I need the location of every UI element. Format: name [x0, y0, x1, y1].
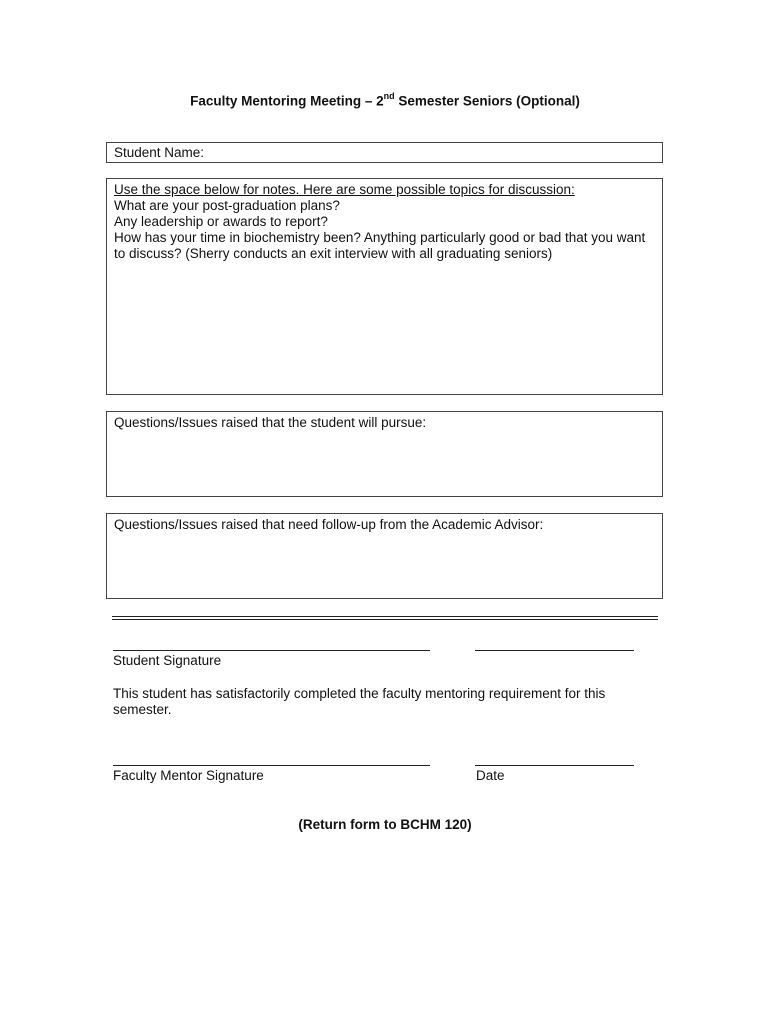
student-name-box[interactable] [106, 142, 663, 163]
form-title-suffix: Semester Seniors (Optional) [394, 93, 580, 109]
student-followup-label: Questions/Issues raised that the student will pursue: [114, 415, 427, 430]
advisor-followup-label: Questions/Issues raised that need follow-up from the Academic Advisor: [114, 517, 544, 532]
student-signature-line[interactable] [113, 650, 430, 651]
return-instructions: (Return form to BCHM 120) [298, 817, 472, 832]
form-title-superscript: nd [383, 91, 395, 101]
form-title-prefix: Faculty Mentoring Meeting – 2 [190, 93, 384, 109]
faculty-date-line[interactable] [475, 765, 634, 766]
date-label: Date [476, 768, 505, 783]
notes-topic-3: How has your time in biochemistry been? Anything particularly good or bad that you want to discuss? (Sherry conducts an exit interview with all graduating seniors) [114, 230, 646, 261]
notes-box[interactable] [106, 178, 663, 395]
faculty-signature-line[interactable] [113, 765, 430, 766]
notes-topic-2: Any leadership or awards to report? [114, 214, 328, 229]
faculty-signature-label: Faculty Mentor Signature [113, 768, 264, 783]
completion-statement: This student has satisfactorily completed the faculty mentoring requirement for this semester. [113, 686, 606, 717]
student-date-line[interactable] [475, 650, 634, 651]
student-signature-label: Student Signature [113, 653, 222, 668]
student-followup-box[interactable] [106, 411, 663, 497]
advisor-followup-box[interactable] [106, 513, 663, 599]
notes-topic-1: What are your post-graduation plans? [114, 198, 340, 213]
form-title [0, 92, 770, 109]
section-divider [112, 616, 658, 620]
student-name-label: Student Name: [114, 145, 205, 160]
notes-intro: Use the space below for notes. Here are some possible topics for discussion: [114, 182, 575, 197]
